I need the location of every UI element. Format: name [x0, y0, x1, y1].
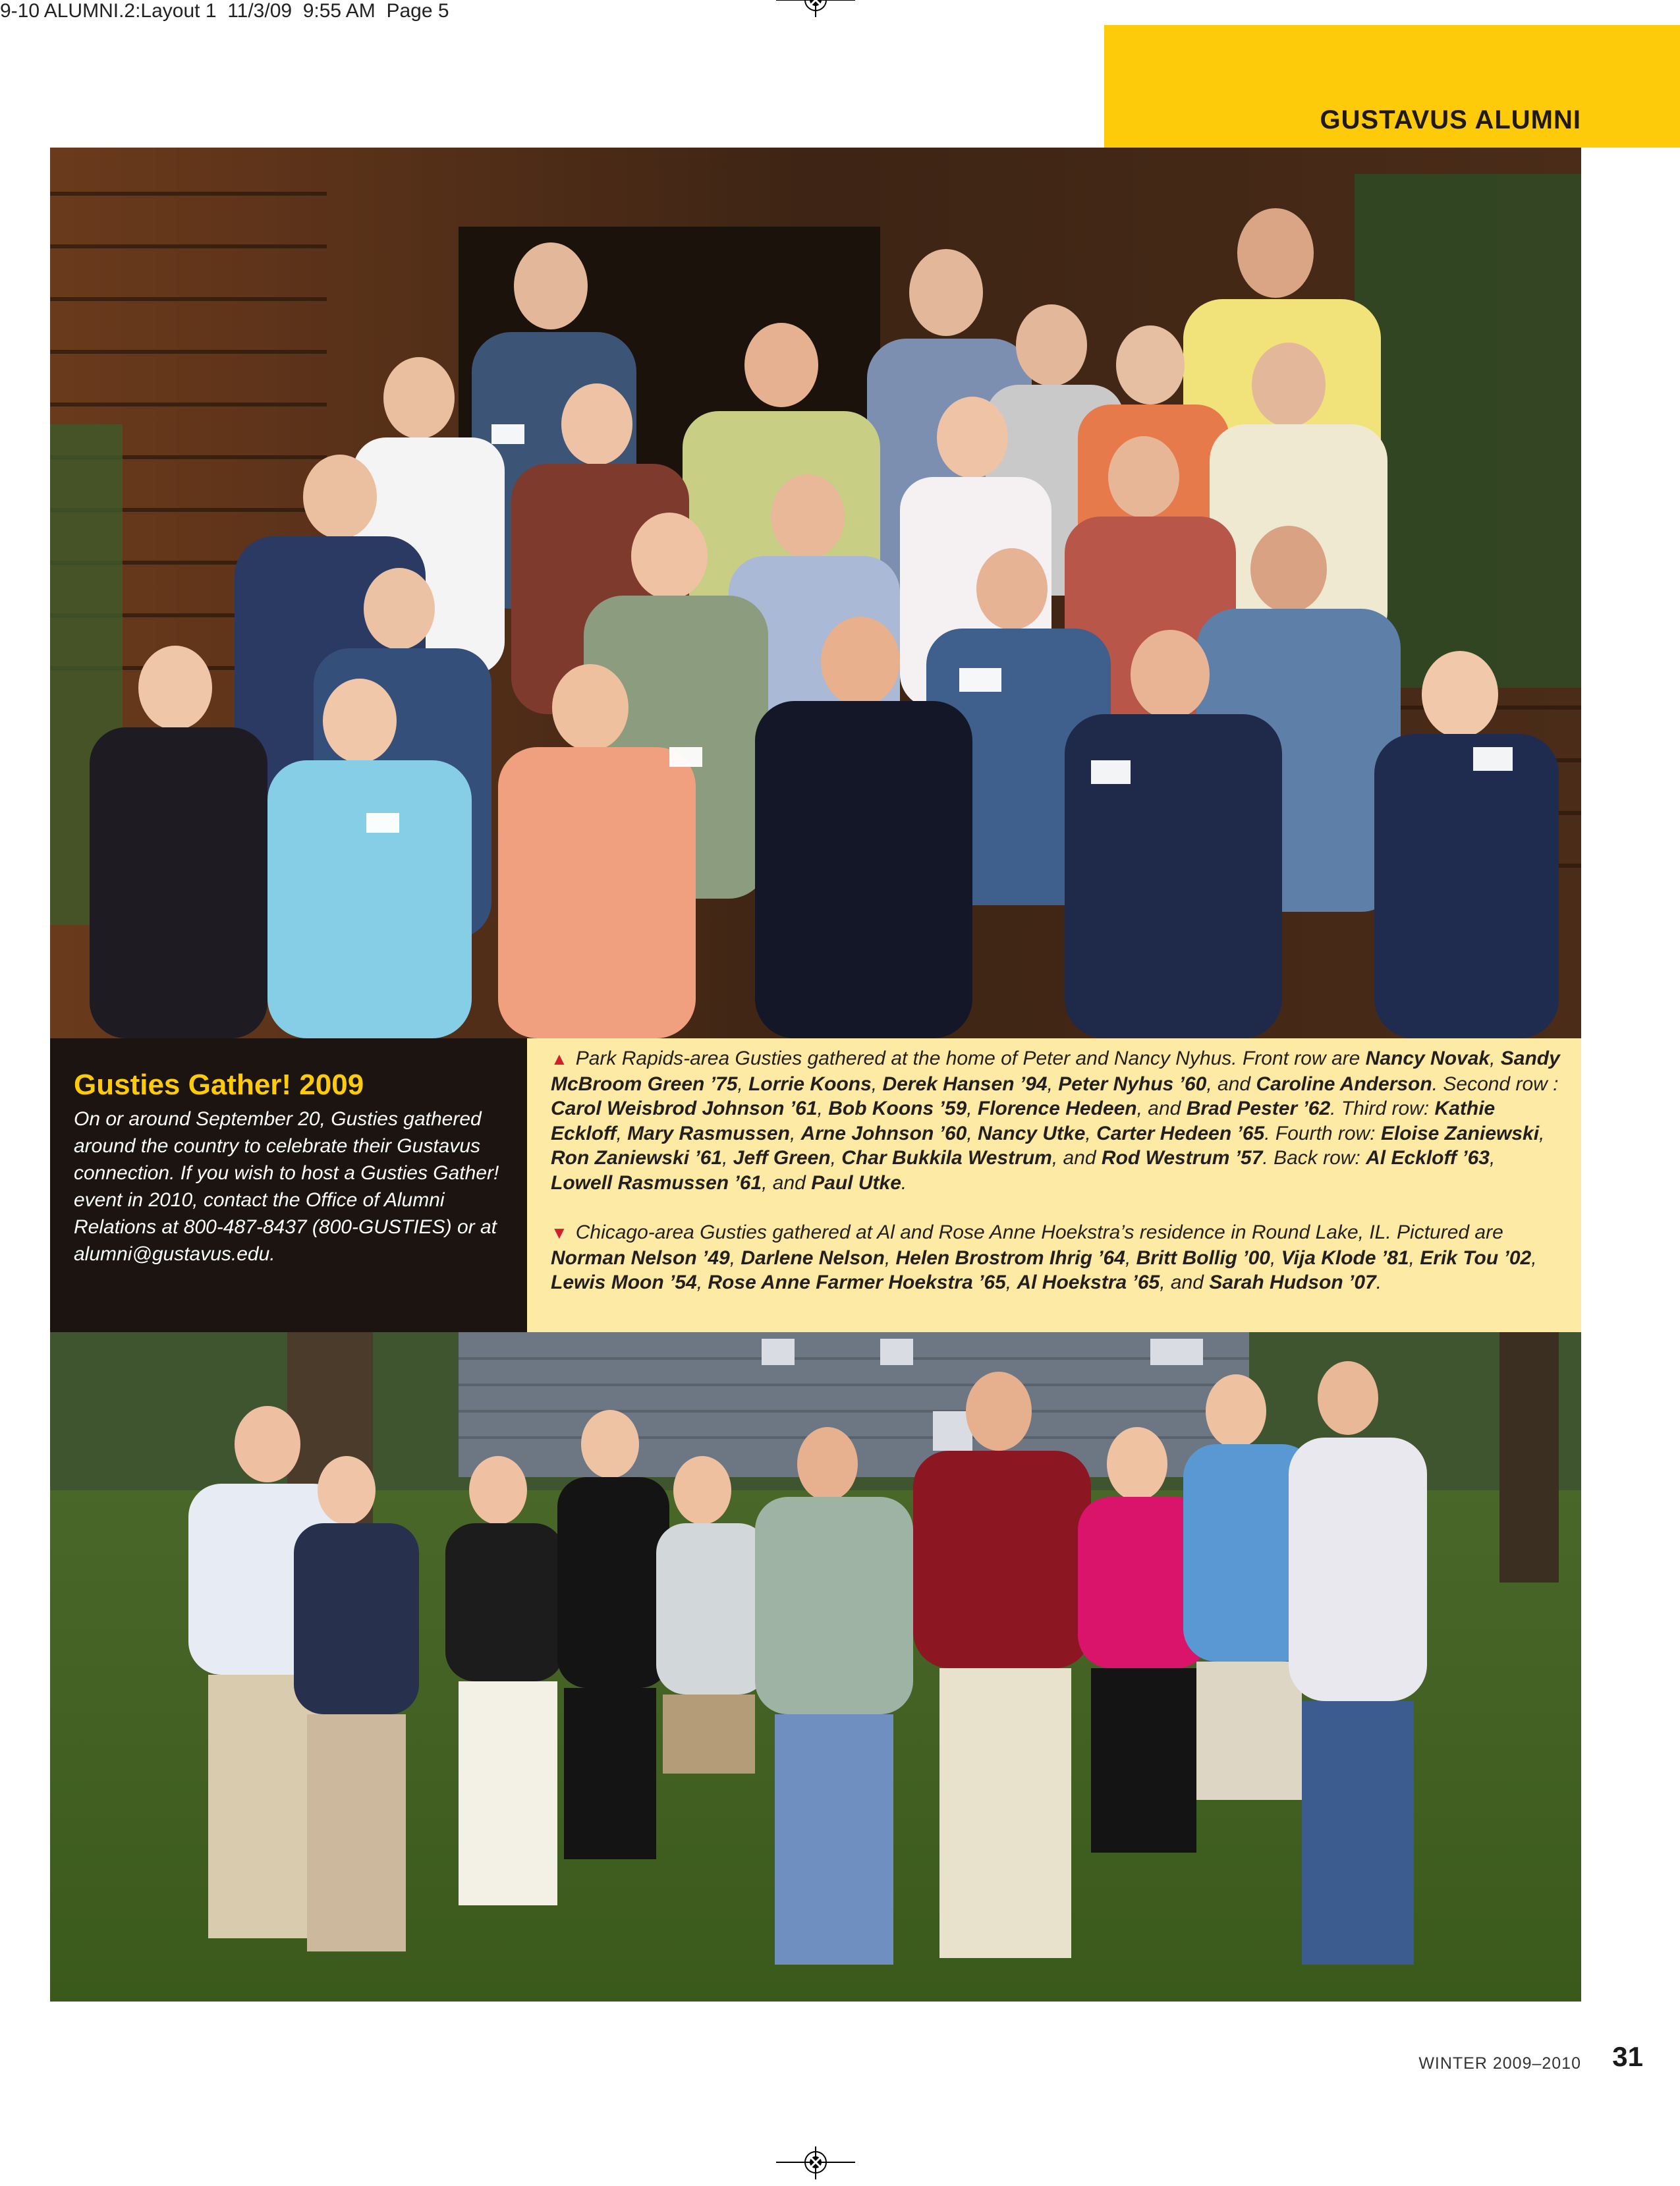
caption-text: Chicago-area Gusties gathered at Al and Rose Anne Hoekstra’s residence in Round Lake, IL. Pictured are [575, 1221, 1503, 1243]
caption-name: Jeff Green [733, 1147, 831, 1169]
caption-text: , [1125, 1247, 1136, 1269]
caption-name: Norman Nelson ’49 [551, 1247, 730, 1269]
caption-name: Paul Utke [811, 1171, 901, 1194]
caption-name: Lowell Rasmussen ’61 [551, 1171, 762, 1194]
page-number: 31 [1612, 2041, 1643, 2072]
caption-text: , [1489, 1147, 1496, 1169]
caption-name: Al Hoekstra ’65 [1017, 1272, 1160, 1293]
caption-name: Darlene Nelson [741, 1247, 885, 1269]
caption-text: , and [1051, 1147, 1102, 1169]
caption-bottom-runs [551, 1221, 1537, 1293]
triangle-up-icon: ▲ [551, 1049, 568, 1069]
caption-text: , and [762, 1171, 812, 1194]
caption-name: Mary Rasmussen [627, 1122, 790, 1144]
caption-name: Ron Zaniewski ’61 [551, 1147, 723, 1169]
photo-park-rapids-group [50, 148, 1581, 1038]
caption-name: Bob Koons ’59 [828, 1098, 967, 1119]
caption-bottom-photo [551, 1220, 1561, 1295]
caption-text: , and [1206, 1073, 1256, 1095]
caption-text: , [871, 1073, 883, 1095]
triangle-down-icon: ▼ [551, 1223, 568, 1243]
caption-text: , [1005, 1272, 1017, 1293]
caption-name: Sandy McBroom Green ’75 [551, 1048, 1560, 1095]
caption-text: . Second row : [1432, 1073, 1559, 1095]
caption-name: Derek Hansen ’94 [882, 1073, 1048, 1095]
caption-text: . Third row: [1330, 1098, 1435, 1119]
caption-name: Caroline Anderson [1256, 1073, 1432, 1095]
caption-name: Kathie Eckloff [551, 1098, 1496, 1144]
print-slug-line: 9-10 ALUMNI.2:Layout 1 11/3/09 9:55 AM Page 5 [0, 0, 449, 22]
caption-text: , [1531, 1247, 1537, 1269]
caption-name: Al Eckloff ’63 [1366, 1147, 1490, 1169]
caption-text: , [729, 1247, 741, 1269]
caption-text: . [901, 1171, 907, 1194]
caption-name: Eloise Zaniewski [1380, 1122, 1540, 1144]
caption-text: , [1085, 1122, 1097, 1144]
caption-text: , [696, 1272, 708, 1293]
caption-text: , [1270, 1247, 1281, 1269]
caption-name: Peter Nyhus ’60 [1058, 1073, 1207, 1095]
caption-text: , [884, 1247, 896, 1269]
caption-name: Rose Anne Farmer Hoekstra ’65 [708, 1272, 1006, 1293]
caption-name: Lewis Moon ’54 [551, 1272, 697, 1293]
caption-text: , [817, 1098, 829, 1119]
caption-text: , and [1160, 1272, 1210, 1293]
caption-name: Lorrie Koons [748, 1073, 872, 1095]
caption-name: Carter Hedeen ’65 [1096, 1122, 1265, 1144]
caption-text: , [616, 1122, 628, 1144]
caption-text: , [1490, 1048, 1501, 1069]
caption-text: . [1376, 1272, 1382, 1293]
photo-chicago-group [50, 1332, 1581, 2002]
caption-text: , [1047, 1073, 1059, 1095]
caption-text: , [722, 1147, 733, 1169]
intro-text: On or around September 20, Gusties gathered around the country to celebrate their Gustavus connection. If you wish to host a Gusties Gather! event in 2010, contact the Office of Alumni Relations at 800-487-8437 (800-GUSTIES) or at alumni@gustavus.edu. [74, 1108, 499, 1265]
caption-text: , [966, 1122, 978, 1144]
caption-text: , and [1136, 1098, 1187, 1119]
caption-text: , [830, 1147, 842, 1169]
intro-title: Gusties Gather! 2009 [74, 1069, 364, 1101]
caption-text: . Fourth row: [1264, 1122, 1381, 1144]
caption-text: , [737, 1073, 749, 1095]
caption-name: Brad Pester ’62 [1186, 1098, 1331, 1119]
caption-name: Helen Brostrom Ihrig ’64 [895, 1247, 1125, 1269]
caption-name: Rod Westrum ’57 [1101, 1147, 1263, 1169]
caption-box [527, 1038, 1581, 1332]
caption-name: Nancy Novak [1365, 1048, 1490, 1069]
caption-name: Sarah Hudson ’07 [1209, 1272, 1376, 1293]
caption-text: , [1409, 1247, 1420, 1269]
caption-name: Florence Hedeen [977, 1098, 1137, 1119]
caption-name: Carol Weisbrod Johnson ’61 [551, 1098, 818, 1119]
caption-name: Nancy Utke [978, 1122, 1086, 1144]
intro-box [50, 1038, 527, 1332]
caption-name: Char Bukkila Westrum [841, 1147, 1052, 1169]
caption-text: , [1539, 1122, 1545, 1144]
caption-name: Arne Johnson ’60 [800, 1122, 967, 1144]
caption-text: . Back row: [1262, 1147, 1366, 1169]
caption-text: , [789, 1122, 801, 1144]
caption-name: Erik Tou ’02 [1420, 1247, 1532, 1269]
caption-top-runs [551, 1048, 1560, 1194]
section-label: GUSTAVUS ALUMNI [1320, 105, 1581, 134]
caption-text: , [966, 1098, 978, 1119]
caption-text: Park Rapids-area Gusties gathered at the home of Peter and Nancy Nyhus. Front row are [575, 1048, 1366, 1069]
caption-name: Britt Bollig ’00 [1136, 1247, 1270, 1269]
footer-issue: WINTER 2009–2010 [1418, 2054, 1581, 2073]
caption-top-photo [551, 1046, 1561, 1195]
caption-name: Vija Klode ’81 [1281, 1247, 1409, 1269]
registration-mark-icon [776, 2146, 855, 2186]
registration-mark-icon [776, 0, 855, 30]
